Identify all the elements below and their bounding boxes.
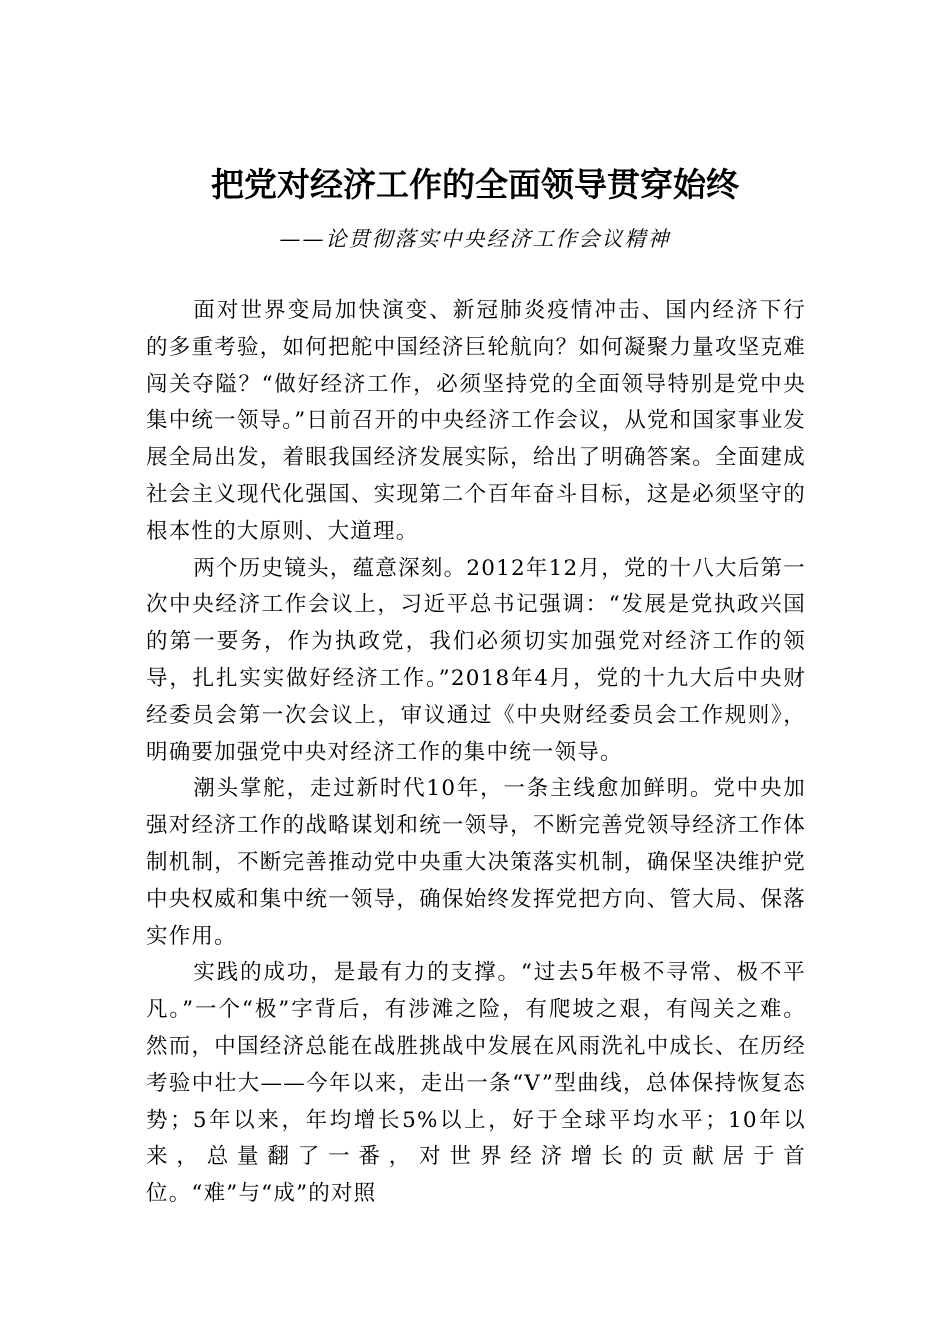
paragraph: 两个历史镜头，蕴意深刻。2012年12月，党的十八大后第一次中央经济工作会议上，习近平总书记强调：“发展是党执政兴国的第一要务，作为执政党，我们必须切实加强党对经济工作的领导，扎扎实实做好经济工作。”2018年4月，党的十九大后中央财经委员会第一次会议上，审议通过《中央财经委员会工作规则》，明确要加强党中央对经济工作的集中统一领导。 <box>146 555 806 765</box>
document-title: 把党对经济工作的全面领导贯穿始终 <box>211 165 739 204</box>
paragraph: 面对世界变局加快演变、新冠肺炎疫情冲击、国内经济下行的多重考验，如何把舵中国经济巨轮航向？如何凝聚力量攻坚克难闯关夺隘？“做好经济工作，必须坚持党的全面领导特别是党中央集中统一领导。”日前召开的中央经济工作会议，从党和国家事业发展全局出发，着眼我国经济发展实际，给出了明确答案。全面建成社会主义现代化强国、实现第二个百年奋斗目标，这是必须坚守的根本性的大原则、大道理。 <box>146 298 806 544</box>
paragraph: 实践的成功，是最有力的支撑。“过去5年极不寻常、极不平凡。”一个“极”字背后，有涉滩之险，有爬坡之艰，有闯关之难。然而，中国经济总能在战胜挑战中发展在风雨洗礼中成长、在历经考验中壮大——今年以来，走出一条“V”型曲线，总体保持恢复态势；5年以来，年均增长5%以上，好于全球平均水平；10年以来，总量翻了一番，对世界经济增长的贡献居于首位。“难”与“成”的对照 <box>146 960 806 1207</box>
document-subtitle: ——论贯彻落实中央经济工作会议精神 <box>279 227 671 251</box>
paragraph: 潮头掌舵，走过新时代10年，一条主线愈加鲜明。党中央加强对经济工作的战略谋划和统一领导，不断完善党领导经济工作体制机制，不断完善推动党中央重大决策落实机制，确保坚决维护党中央权威和集中统一领导，确保始终发挥党把方向、管大局、保落实作用。 <box>146 776 806 949</box>
document-body <box>146 293 806 1213</box>
